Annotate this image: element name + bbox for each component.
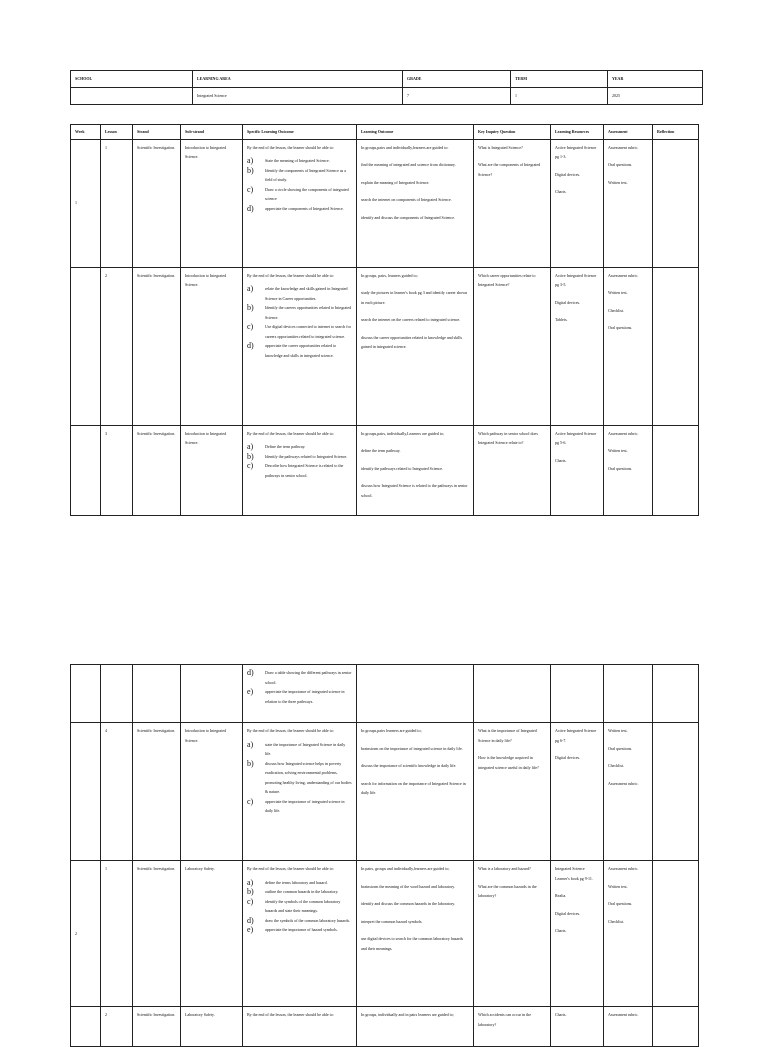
reflection-cell: [653, 139, 699, 267]
week-cell: [71, 425, 101, 515]
slo-item-text: identify the symbols of the common laboratory hazards and state their meanings.: [265, 898, 341, 913]
strand-cell: Scientific Investigation.: [133, 723, 181, 861]
slo-item-marker: e): [247, 925, 254, 934]
slo-item: [247, 687, 352, 706]
slo-item-marker: d): [247, 668, 254, 677]
lesson-row: [71, 139, 699, 267]
slo-item-text: appreciate the importance of integrated science in daily life.: [265, 798, 345, 813]
assessment-item: Oral questions.: [608, 162, 633, 167]
assessment-item-cell: [604, 861, 653, 1007]
assessment-header: Assessment: [604, 125, 653, 140]
slo-item-marker: c): [247, 896, 254, 906]
learning-area-value: Integrated Science: [193, 88, 403, 105]
slo-item: [247, 184, 352, 204]
slo-cell: [243, 139, 357, 267]
slo-item: [247, 203, 352, 214]
slo-item-marker: a): [247, 877, 254, 887]
slo-item: [247, 461, 352, 480]
assessment-item-cell: [604, 1007, 653, 1047]
strand-cell: Scientific Investigation.: [133, 425, 181, 515]
slo-intro: By the end of the lesson, the learner should be able to:: [247, 272, 334, 278]
learning-outcome: In groups,pairs learners are guided to;: [361, 728, 422, 733]
week-cell: 2: [71, 861, 101, 1007]
reflection-cell: [653, 665, 699, 723]
learning-outcome: In pairs, groups and individually,learners are guided to;: [361, 866, 450, 871]
slo-item-marker: b): [247, 165, 254, 175]
learning-outcome-cell: [357, 425, 474, 515]
slo-item: [247, 284, 352, 303]
slo-item-text: state the importance of Integrated Science in daily life.: [265, 741, 346, 756]
slo-item-marker: b): [247, 758, 254, 768]
learning-outcome: use digital devices to search for the common laboratory hazards and their meanings.: [361, 936, 464, 951]
slo-item-marker: c): [247, 796, 254, 806]
learning-resource: Charts.: [555, 189, 567, 194]
learning-resource: Charts.: [555, 1012, 567, 1017]
slo-item-text: Draw a table showing the different pathways in senior school.: [265, 670, 352, 685]
reflection-cell: [653, 1007, 699, 1047]
learning-resource: Charts.: [555, 928, 567, 933]
lesson-row: [71, 1007, 699, 1047]
info-table: [70, 70, 703, 105]
lesson-row: [71, 665, 699, 723]
assessment-item: Oral questions.: [608, 465, 633, 471]
info-header-row: [71, 71, 703, 88]
slo-item-text: Identify the components of Integrated Science as a field of study.: [265, 167, 346, 182]
inquiry-question: What is the importance of Integrated Science in daily life?: [478, 728, 537, 743]
year-label: YEAR: [608, 71, 703, 88]
learning-resource-cell: [551, 139, 604, 267]
slo-item: [247, 165, 352, 185]
strand-cell: [133, 665, 181, 723]
learning-resource-cell: [551, 723, 604, 861]
assessment-item: Checklist.: [608, 307, 625, 313]
learning-outcome: brainstorm on the importance of integrated science in daily life.: [361, 745, 463, 751]
assessment-item: Assessment rubric.: [608, 430, 639, 436]
inquiry-question: What are the common hazards in the laboratory?: [478, 883, 537, 898]
slo-item-marker: a): [247, 284, 254, 293]
slo-item-marker: a): [247, 442, 254, 451]
inquiry-question-cell: [474, 723, 551, 861]
slo-item: [247, 303, 352, 322]
inquiry-question-cell: [474, 139, 551, 267]
week-cell: [71, 665, 101, 723]
slo-item-text: Draw a circle showing the components of integrated science: [265, 186, 349, 201]
slo-item: [247, 758, 352, 797]
slo-item-text: Describe how Integrated Science is related to the pathways in senior school.: [265, 463, 344, 478]
slo-item: [247, 451, 352, 462]
learning-outcome: In groups,pairs and individually,learners are guided to:: [361, 144, 449, 150]
slo-item-text: State the meaning of Integrated Science.: [265, 158, 330, 163]
lesson-cell: 1: [101, 139, 133, 267]
slo-cell: [243, 861, 357, 1007]
learning-resource: Active Integrated Science pg 6-7.: [555, 728, 597, 743]
slo-header: Specific Learning Outcome: [243, 125, 357, 140]
assessment-item: Oral questions.: [608, 745, 633, 751]
assessment-item-cell: [604, 723, 653, 861]
slo-item-marker: b): [247, 303, 254, 312]
info-value-row: [71, 88, 703, 105]
assessment-item: Written test.: [608, 728, 628, 733]
week-cell: 1: [71, 139, 101, 267]
assessment-item: Checklist.: [608, 918, 625, 924]
slo-cell: [243, 723, 357, 861]
learning-resource: Digital devices.: [555, 299, 581, 305]
inquiry-question-cell: [474, 267, 551, 425]
sub-strand-cell: Introduction to Integrated Science.: [181, 139, 243, 267]
sub-strand-cell: Laboratory Safety.: [181, 861, 243, 1007]
inquiry-question: Which pathway in senior school does Integrated Science relate to?: [478, 430, 538, 445]
learning-outcome: search the internet on the careers related to integrated science.: [361, 317, 461, 322]
assessment-item: Assessment rubric.: [608, 1012, 639, 1017]
slo-item: [247, 896, 352, 916]
assessment-item: Written test.: [608, 179, 628, 185]
slo-cell: [243, 1007, 357, 1047]
assessment-item: Assessment rubric.: [608, 780, 639, 786]
year-value: 2025: [608, 88, 703, 105]
slo-intro: By the end of the lesson, the learner should be able to:: [247, 866, 334, 871]
learning-resource-cell: [551, 1007, 604, 1047]
reflection-cell: [653, 723, 699, 861]
assessment-item: Oral questions.: [608, 325, 633, 330]
week-cell: [71, 267, 101, 425]
slo-list: [247, 284, 352, 360]
lesson-row: [71, 267, 699, 425]
assessment-item: Written test.: [608, 883, 628, 889]
reflection-header: Reflection: [653, 125, 699, 140]
slo-item-text: outline the common hazards in the laboratory.: [265, 889, 339, 894]
assessment-item-cell: [604, 665, 653, 723]
sub-strand-cell: Introduction to Integrated Science.: [181, 723, 243, 861]
learning-outcome-cell: [357, 139, 474, 267]
learning-outcome: define the term pathway.: [361, 448, 401, 453]
slo-item: [247, 156, 352, 166]
assessment-item: Assessment rubric.: [608, 866, 639, 871]
lesson-row: [71, 861, 699, 1007]
inquiry-question-header: Key Inquiry Question: [474, 125, 551, 140]
assessment-item: Assessment rubric.: [608, 144, 639, 150]
learning-resource: Integrated Science Learner's book pg 9-11.: [555, 866, 593, 881]
slo-list: [247, 156, 352, 213]
assessment-item: Written test.: [608, 290, 628, 295]
strand-cell: Scientific Investigation.: [133, 1007, 181, 1047]
slo-item-marker: b): [247, 451, 254, 461]
slo-item-marker: a): [247, 739, 254, 749]
learning-outcome: brainstorm the meaning of the word hazard and laboratory.: [361, 883, 456, 889]
learning-area-label: LEARNING AREA: [193, 71, 403, 88]
slo-item-marker: c): [247, 184, 254, 194]
learning-outcome-header: Learning Outcome: [357, 125, 474, 140]
slo-item-marker: c): [247, 322, 254, 331]
learning-outcome: In groups, pairs, learners guided to;: [361, 272, 418, 278]
reflection-cell: [653, 425, 699, 515]
slo-item-marker: a): [247, 156, 254, 165]
slo-item: [247, 915, 352, 926]
learning-outcome: identify and discuss the components of Integrated Science.: [361, 214, 455, 220]
sub-strand-cell: [181, 665, 243, 723]
assessment-item-cell: [604, 139, 653, 267]
learning-resource-cell: [551, 425, 604, 515]
slo-intro: By the end of the lesson, the learner should be able to:: [247, 1012, 334, 1017]
slo-intro: By the end of the lesson, the learner should be able to:: [247, 430, 334, 436]
strand-cell: Scientific Investigation.: [133, 139, 181, 267]
grade-label: GRADE: [403, 71, 511, 88]
learning-resource: Digital devices.: [555, 755, 581, 760]
learning-resource-cell: [551, 267, 604, 425]
lesson-cell: 2: [101, 267, 133, 425]
lesson-header: Lesson: [101, 125, 133, 140]
slo-item-text: appreciate the components of Integrated Science.: [265, 205, 344, 211]
lesson-row: [71, 723, 699, 861]
learning-outcome-cell: [357, 723, 474, 861]
learning-resource: Digital devices.: [555, 171, 581, 177]
strand-cell: Scientific Investigation.: [133, 267, 181, 425]
learning-outcome: In groups,pairs, individually,Learners are guided to;: [361, 430, 445, 436]
week-header: Week: [71, 125, 101, 140]
learning-outcome: search the internet on components of Integrated Science.: [361, 197, 452, 202]
lesson-cell: 1: [101, 861, 133, 1007]
slo-list: [247, 878, 352, 935]
slo-item-marker: d): [247, 915, 254, 925]
slo-item-text: discuss how Integrated science helps in poverty eradication, solving environmental problems, promoting healthy living, understanding of our bodies & nature.: [265, 760, 352, 794]
slo-item-marker: c): [247, 461, 254, 470]
slo-intro: By the end of the lesson, the learner should be able to:: [247, 728, 334, 733]
page-1-body: [71, 139, 699, 515]
slo-item-text: appreciate the career opportunities related to knowledge and skills in integrated science.: [265, 343, 337, 358]
assessment-item: Written test.: [608, 448, 628, 453]
slo-item-text: relate the knowledge and skills gained in Integrated Science in Career opportunities.: [265, 286, 348, 301]
learning-outcome: identify the pathways related to Integrated Science.: [361, 465, 444, 471]
learning-resource-cell: [551, 861, 604, 1007]
lesson-cell: 3: [101, 425, 133, 515]
school-label: SCHOOL: [71, 71, 193, 88]
inquiry-question: What are the components of Integrated Science?: [478, 162, 541, 177]
slo-item: [247, 322, 352, 341]
assessment-item: Checklist.: [608, 763, 625, 768]
slo-cell: [243, 425, 357, 515]
slo-item: [247, 442, 352, 452]
slo-item-text: Identify the careers opportunities related to Integrated Science.: [265, 305, 352, 320]
slo-item: [247, 887, 352, 897]
slo-item-text: draw the symbols of the common laboratory hazards.: [265, 917, 351, 923]
slo-item-text: appreciate the importance of integrated science in relation to the three pathways.: [265, 689, 345, 704]
learning-outcome-cell: [357, 665, 474, 723]
slo-item-marker: d): [247, 341, 254, 350]
learning-outcome-cell: [357, 267, 474, 425]
learning-outcome: identify and discuss the common hazards in the laboratory.: [361, 901, 456, 906]
assessment-item-cell: [604, 425, 653, 515]
sub-strand-cell: Introduction to Integrated Science.: [181, 267, 243, 425]
learning-outcome: search for information on the importance of Integrated Science in daily life.: [361, 780, 466, 795]
assessment-item: Oral questions.: [608, 901, 633, 906]
learning-outcome: discuss the career opportunities related to knowledge and skills gained in integrated science.: [361, 334, 463, 349]
slo-list: [247, 442, 352, 480]
learning-outcome: find the meaning of integrated and science from dictionary.: [361, 162, 456, 167]
inquiry-question-cell: [474, 1007, 551, 1047]
slo-item-marker: e): [247, 687, 254, 696]
reflection-cell: [653, 861, 699, 1007]
learning-outcome: study the pictures in learner's book pg 3 and identify career shown in each picture.: [361, 290, 468, 305]
learning-outcome-cell: [357, 1007, 474, 1047]
learning-resource: Active Integrated Science pg 1-3.: [555, 144, 597, 159]
slo-cell: [243, 665, 357, 723]
sub-strand-cell: Introduction to Integrated Science.: [181, 425, 243, 515]
learning-outcome-cell: [357, 861, 474, 1007]
inquiry-question: What is Integrated Science?: [478, 144, 523, 150]
inquiry-question: Which career opportunities relate to Integrated Science?: [478, 272, 536, 287]
lesson-cell: 2: [101, 1007, 133, 1047]
slo-list: [247, 740, 352, 816]
learning-resource: Digital devices.: [555, 910, 581, 916]
inquiry-question-cell: [474, 861, 551, 1007]
slo-item-marker: b): [247, 887, 254, 896]
column-header-row: [71, 125, 699, 140]
slo-item-text: define the terms laboratory and hazard.: [265, 879, 328, 885]
learning-resource: Active Integrated Science pg 3-5.: [555, 272, 597, 287]
learning-outcome: explain the meaning of Integrated Science.: [361, 179, 430, 185]
slo-item-text: Use digital devices connected to internet to search for careers opportunities related to integrated science.: [265, 324, 351, 339]
learning-resource: Realia.: [555, 893, 567, 898]
assessment-item: Assessment rubric.: [608, 272, 639, 278]
strand-header: Strand: [133, 125, 181, 140]
scheme-of-work-table-page-2: [70, 664, 699, 1047]
slo-item: [247, 739, 352, 759]
learning-resources-header: Learning Resources: [551, 125, 604, 140]
slo-item-text: Identify the pathways related to Integrated Science.: [265, 453, 348, 459]
inquiry-question-cell: [474, 665, 551, 723]
slo-list: [247, 668, 352, 706]
term-label: TERM: [511, 71, 608, 88]
learning-resource: Charts.: [555, 457, 567, 463]
strand-cell: Scientific Investigation.: [133, 861, 181, 1007]
slo-cell: [243, 267, 357, 425]
learning-outcome: discuss how Integrated Science is related to the pathways in senior school.: [361, 483, 468, 498]
slo-intro: By the end of the lesson, the learner should be able to:: [247, 144, 334, 150]
lesson-cell: [101, 665, 133, 723]
slo-item: [247, 796, 352, 816]
inquiry-question: How is the knowledge acquired in integrated science useful in daily life?: [478, 755, 539, 770]
slo-item: [247, 877, 352, 888]
learning-outcome: discuss the importance of scientific knowledge in daily life.: [361, 763, 457, 768]
lesson-row: [71, 425, 699, 515]
slo-item: [247, 341, 352, 360]
learning-resource-cell: [551, 665, 604, 723]
learning-outcome: interpret the common hazard symbols.: [361, 918, 423, 924]
learning-outcome: In groups, individually and in pairs learners are guided to;: [361, 1012, 454, 1017]
week-cell: [71, 723, 101, 861]
inquiry-question: Which accidents can occur in the laboratory?: [478, 1012, 531, 1027]
slo-item: [247, 925, 352, 935]
week-cell: [71, 1007, 101, 1047]
learning-resource: Active Integrated Science pg 5-6.: [555, 430, 597, 445]
page-2-body: [71, 665, 699, 1047]
lesson-cell: 4: [101, 723, 133, 861]
slo-item: [247, 668, 352, 687]
sub-strand-header: Sub-strand: [181, 125, 243, 140]
inquiry-question-cell: [474, 425, 551, 515]
slo-item-text: Define the term pathway.: [265, 444, 306, 449]
slo-item-marker: d): [247, 203, 254, 213]
sub-strand-cell: Laboratory Safety.: [181, 1007, 243, 1047]
school-value: [71, 88, 193, 105]
grade-value: 7: [403, 88, 511, 105]
assessment-item-cell: [604, 267, 653, 425]
learning-resource: Tablets.: [555, 317, 568, 322]
scheme-of-work-table-page-1: [70, 124, 699, 516]
reflection-cell: [653, 267, 699, 425]
slo-item-text: appreciate the importance of hazard symbols.: [265, 927, 338, 932]
inquiry-question: What is a laboratory and hazard?: [478, 866, 531, 871]
term-value: 1: [511, 88, 608, 105]
